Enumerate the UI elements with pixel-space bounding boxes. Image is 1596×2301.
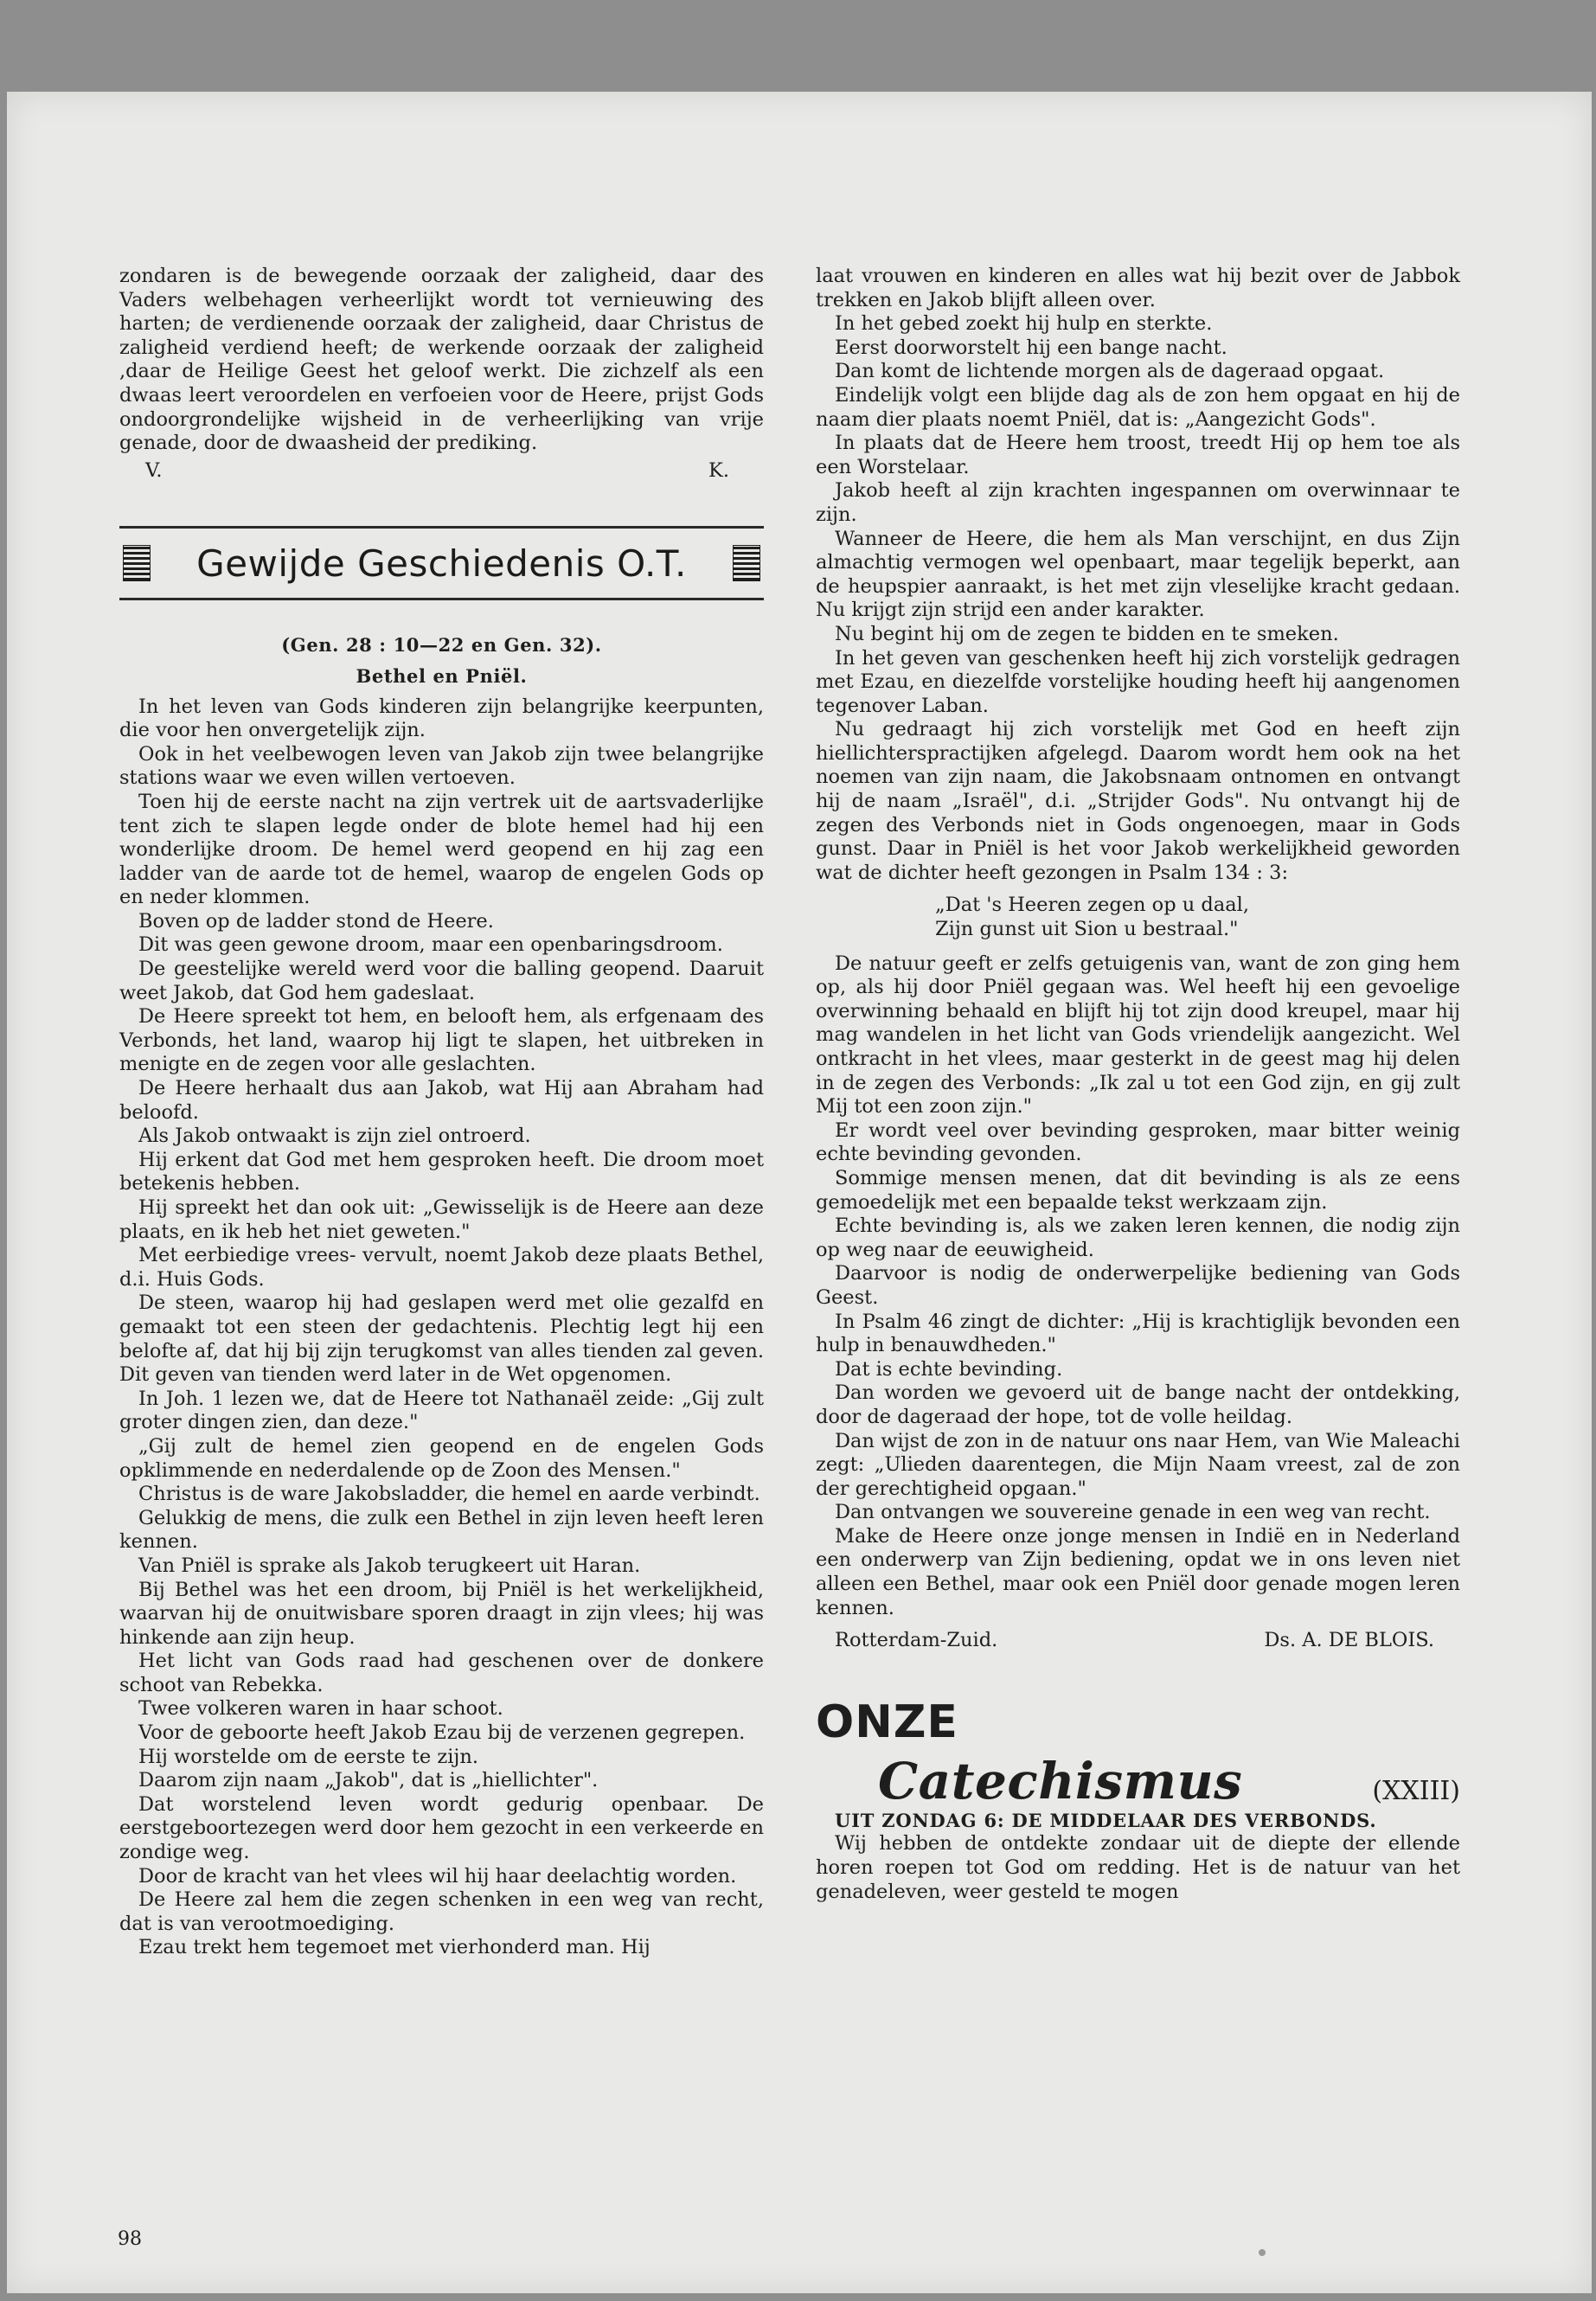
left-paragraph: Als Jakob ontwaakt is zijn ziel ontroerd.: [138, 1125, 531, 1148]
psalm-quote: [816, 894, 1460, 941]
right-paragraph: In het gebed zoekt hij hulp en sterkte.: [835, 312, 1213, 336]
right-paragraph: Dan worden we gevoerd uit de bange nacht der ontdekking, door de dageraad der hope, tot de volle heildag.: [816, 1381, 1460, 1428]
right-paragraph: De natuur geeft er zelfs getuigenis van, want de zon ging hem op, als hij door Pniël gegaan was. Wel heeft hij een gevoelige overwinning behaald en blijft hij tot zijn dood kreupel, maar hij mag wandelen in het licht van Gods vriendelijk aangezicht. Wel ontkracht in het vlees, maar gesterkt in de geest mag hij delen in de zegen des Verbonds: „Ik zal u tot een God zijn, en gij zult Mij tot een zoon zijn.": [816, 952, 1460, 1118]
article-subtitle: Bethel en Pniël.: [356, 664, 528, 687]
left-paragraph: In Joh. 1 lezen we, dat de Heere tot Nathanaël zeide: „Gij zult groter dingen zien, dan deze.": [119, 1387, 764, 1434]
left-paragraph: Ezau trekt hem tegemoet met vierhonderd man. Hij: [138, 1936, 651, 1959]
hatch-block-right-icon: [733, 545, 760, 581]
author-row: [816, 1624, 1460, 1653]
top-left-paragraph: zondaren is de bewegende oorzaak der zaligheid, daar des Vaders welbehagen verheerlijkt wordt tot vernieuwing des harten; de verdienende oorzaak der zaligheid, daar Christus de zaligheid verdiend heeft; de werkende oorzaak der zaligheid ,daar de Heilige Geest het geloof werkt. Die zichzelf als een dwaas leert veroordelen en verfoeien voor de Heere, prijst Gods ondoorgrondelijke wijsheid in de verheerlijking van vrije genade, door de dwaasheid der prediking.: [119, 265, 764, 455]
right-paragraph: Nu gedraagt hij zich vorstelijk met God en heeft zijn hiellichterspractijken afgelegd. Daarom wordt hem ook na het noemen van zijn naam, die Jakobsnaam ontnomen en ontvangt hij de naam „Israël", d.i. „Strijder Gods". Nu ontvangt hij de zegen des Verbonds niet in Gods ongenoegen, maar in Gods gunst. Daar in Pniël is het voor Jakob werkelijkheid geworden wat de dichter heeft gezongen in Psalm 134 : 3:: [816, 718, 1460, 884]
signature-left: V.: [145, 458, 163, 482]
right-paragraph: Eindelijk volgt een blijde dag als de zon hem opgaat en hij de naam dier plaats noemt Pniël, dat is: „Aangezicht Gods".: [816, 383, 1460, 431]
left-paragraph: De steen, waarop hij had geslapen werd met olie gezalfd en gemaakt tot een steen der gedachtenis. Plechtig legt hij een belofte af, dat hij bij zijn terugkomst van alles tienden zal geven. Dit geven van tienden werd later in de Wet opgenomen.: [119, 1292, 764, 1387]
left-paragraph: Bij Bethel was het een droom, bij Pniël is het werkelijkheid, waarvan hij de onuitwisbare sporen draagt in zijn vlees; hij was hinkende aan zijn heup.: [119, 1578, 764, 1649]
page-number: 98: [118, 2228, 142, 2250]
right-column: [816, 265, 1460, 1904]
left-column: [119, 265, 764, 1960]
catechism-heading-row: [816, 1753, 1460, 1809]
author-place: Rotterdam-Zuid.: [835, 1629, 998, 1652]
left-paragraph: Hij worstelde om de eerste te zijn.: [138, 1745, 479, 1768]
scripture-reference: (Gen. 28 : 10—22 en Gen. 32).: [281, 634, 602, 657]
left-paragraph: Toen hij de eerste nacht na zijn vertrek uit de aartsvaderlijke tent zich te slapen legde onder de blote hemel had hij een wonderlijke droom. De hemel werd geopend en hij zag een ladder van de aarde tot de hemel, waarop de engelen Gods op en neder klommen.: [119, 790, 764, 909]
left-paragraph: Dit was geen gewone droom, maar een openbaringsdroom.: [138, 933, 723, 957]
left-paragraph: Hij spreekt het dan ook uit: „Gewisselijk is de Heere aan deze plaats, en ik heb het niet geweten.": [119, 1196, 764, 1243]
left-paragraph: Met eerbiedige vrees- vervult, noemt Jakob deze plaats Bethel, d.i. Huis Gods.: [119, 1244, 764, 1291]
left-paragraph: Gelukkig de mens, die zulk een Bethel in zijn leven heeft leren kennen.: [119, 1506, 764, 1554]
left-paragraph: De geestelijke wereld werd voor die balling geopend. Daaruit weet Jakob, dat God hem gadeslaat.: [119, 958, 764, 1004]
author-name: Ds. A. DE BLOIS.: [1264, 1629, 1434, 1652]
catechism-subheading: UIT ZONDAG 6: DE MIDDELAAR DES VERBONDS.: [835, 1809, 1377, 1831]
left-paragraph: Boven op de ladder stond de Heere.: [138, 909, 494, 933]
left-paragraph: Christus is de ware Jakobsladder, die hemel en aarde verbindt.: [138, 1483, 760, 1506]
right-paragraph: Er wordt veel over bevinding gesproken, maar bitter weinig echte bevinding gevonden.: [816, 1118, 1460, 1166]
right-paragraph: laat vrouwen en kinderen en alles wat hij bezit over de Jabbok trekken en Jakob blijft alleen over.: [816, 265, 1460, 311]
left-paragraph: In het leven van Gods kinderen zijn belangrijke keerpunten, die voor hen onvergetelijk zijn.: [119, 695, 764, 742]
right-paragraph: Nu begint hij om de zegen te bidden en te smeken.: [835, 622, 1339, 645]
left-paragraph: Voor de geboorte heeft Jakob Ezau bij de verzenen gegrepen.: [138, 1721, 746, 1745]
section-header: [119, 526, 764, 600]
signature-right: K.: [708, 458, 729, 482]
hatch-block-left-icon: [123, 545, 151, 581]
catechism-number: (XXIII): [1372, 1776, 1460, 1807]
right-paragraph: In plaats dat de Heere hem troost, treedt Hij op hem toe als een Worstelaar.: [816, 432, 1460, 478]
right-paragraph: Dat is echte bevinding.: [835, 1357, 1063, 1381]
left-paragraph: De Heere herhaalt dus aan Jakob, wat Hij aan Abraham had beloofd.: [119, 1077, 764, 1124]
right-paragraph: Eerst doorworstelt hij een bange nacht.: [835, 336, 1227, 359]
right-paragraph: Sommige mensen menen, dat dit bevinding is als ze eens gemoedelijk met een bepaalde tekst werkzaam zijn.: [816, 1166, 1460, 1214]
section-title: Gewijde Geschiedenis O.T.: [196, 542, 687, 585]
left-paragraph: De Heere zal hem die zegen schenken in een weg van recht, dat is van verootmoediging.: [119, 1888, 764, 1935]
right-paragraph: Wanneer de Heere, die hem als Man verschijnt, en dus Zijn almachtig vermogen wel openbaart, maar tegelijk beperkt, aan de heupspier aanraakt, is het met zijn vleselijke kracht gedaan. Nu krijgt zijn strijd een ander karakter.: [816, 527, 1460, 622]
left-paragraph: „Gij zult de hemel zien geopend en de engelen Gods opklimmende en nederdalende op de Zoon des Mensen.": [119, 1434, 764, 1482]
catechism-heading-word: Catechismus: [878, 1751, 1243, 1811]
left-paragraph: Daarom zijn naam „Jakob", dat is „hiellichter".: [138, 1769, 599, 1792]
right-paragraph: Daarvoor is nodig de onderwerpelijke bediening van Gods Geest.: [816, 1262, 1460, 1309]
right-paragraph: Jakob heeft al zijn krachten ingespannen om overwinnaar te zijn.: [816, 479, 1460, 526]
right-paragraph: Dan komt de lichtende morgen als de dageraad opgaat.: [835, 360, 1385, 383]
left-paragraph: Hij erkent dat God met hem gesproken heeft. Die droom moet betekenis hebben.: [119, 1148, 764, 1195]
right-paragraph: In Psalm 46 zingt de dichter: „Hij is krachtiglijk bevonden een hulp in benauwdheden.": [816, 1310, 1460, 1357]
left-paragraph: De Heere spreekt tot hem, en belooft hem, als erfgenaam des Verbonds, het land, waarop hij ligt te slapen, het uitbreken in menigte en de zegen voor alle geslachten.: [119, 1005, 764, 1076]
right-paragraph: Dan wijst de zon in de natuur ons naar Hem, van Wie Maleachi zegt: „Ulieden daarentegen, die Mijn Naam vreest, zal de zon der gerechtigheid opgaan.": [816, 1429, 1460, 1500]
catechism-heading-onze: ONZE: [816, 1695, 958, 1748]
signature-row: [119, 459, 764, 484]
poem-line: „Dat 's Heeren zegen op u daal,: [935, 894, 1250, 917]
poem-line: Zijn gunst uit Sion u bestraal.": [935, 918, 1239, 941]
catechism-paragraph: Wij hebben de ontdekte zondaar uit de diepte der ellende horen roepen tot God om redding. Het is de natuur van het genadeleven, weer gesteld te mogen: [816, 1832, 1460, 1903]
right-paragraph: Echte bevinding is, als we zaken leren kennen, die nodig zijn op weg naar de eeuwigheid.: [816, 1215, 1460, 1261]
left-paragraph: Van Pniël is sprake als Jakob terugkeert uit Haran.: [138, 1554, 641, 1577]
scanned-page: [7, 92, 1592, 2293]
left-paragraph: Ook in het veelbewogen leven van Jakob zijn twee belangrijke stations waar we even willen vertoeven.: [119, 742, 764, 790]
scan-speck: [1259, 2249, 1266, 2256]
left-paragraph: Twee volkeren waren in haar schoot.: [138, 1697, 503, 1721]
right-paragraph: Make de Heere onze jonge mensen in Indië en in Nederland een onderwerp van Zijn bediening, opdat we in ons leven niet alleen een Bethel, maar ook een Pniël door genade mogen leren kennen.: [816, 1524, 1460, 1619]
right-paragraph: Dan ontvangen we souvereine genade in een weg van recht.: [835, 1501, 1431, 1524]
right-paragraph: In het geven van geschenken heeft hij zich vorstelijk gedragen met Ezau, en diezelfde vorstelijke houding heeft hij aangenomen tegenover Laban.: [816, 646, 1460, 717]
left-paragraph: Het licht van Gods raad had geschenen over de donkere schoot van Rebekka.: [119, 1650, 764, 1696]
left-paragraph: Door de kracht van het vlees wil hij haar deelachtig worden.: [138, 1864, 737, 1888]
left-paragraph: Dat worstelend leven wordt gedurig openbaar. De eerstgeboortezegen werd door hem gezocht in een verkeerde en zondige weg.: [119, 1792, 764, 1864]
